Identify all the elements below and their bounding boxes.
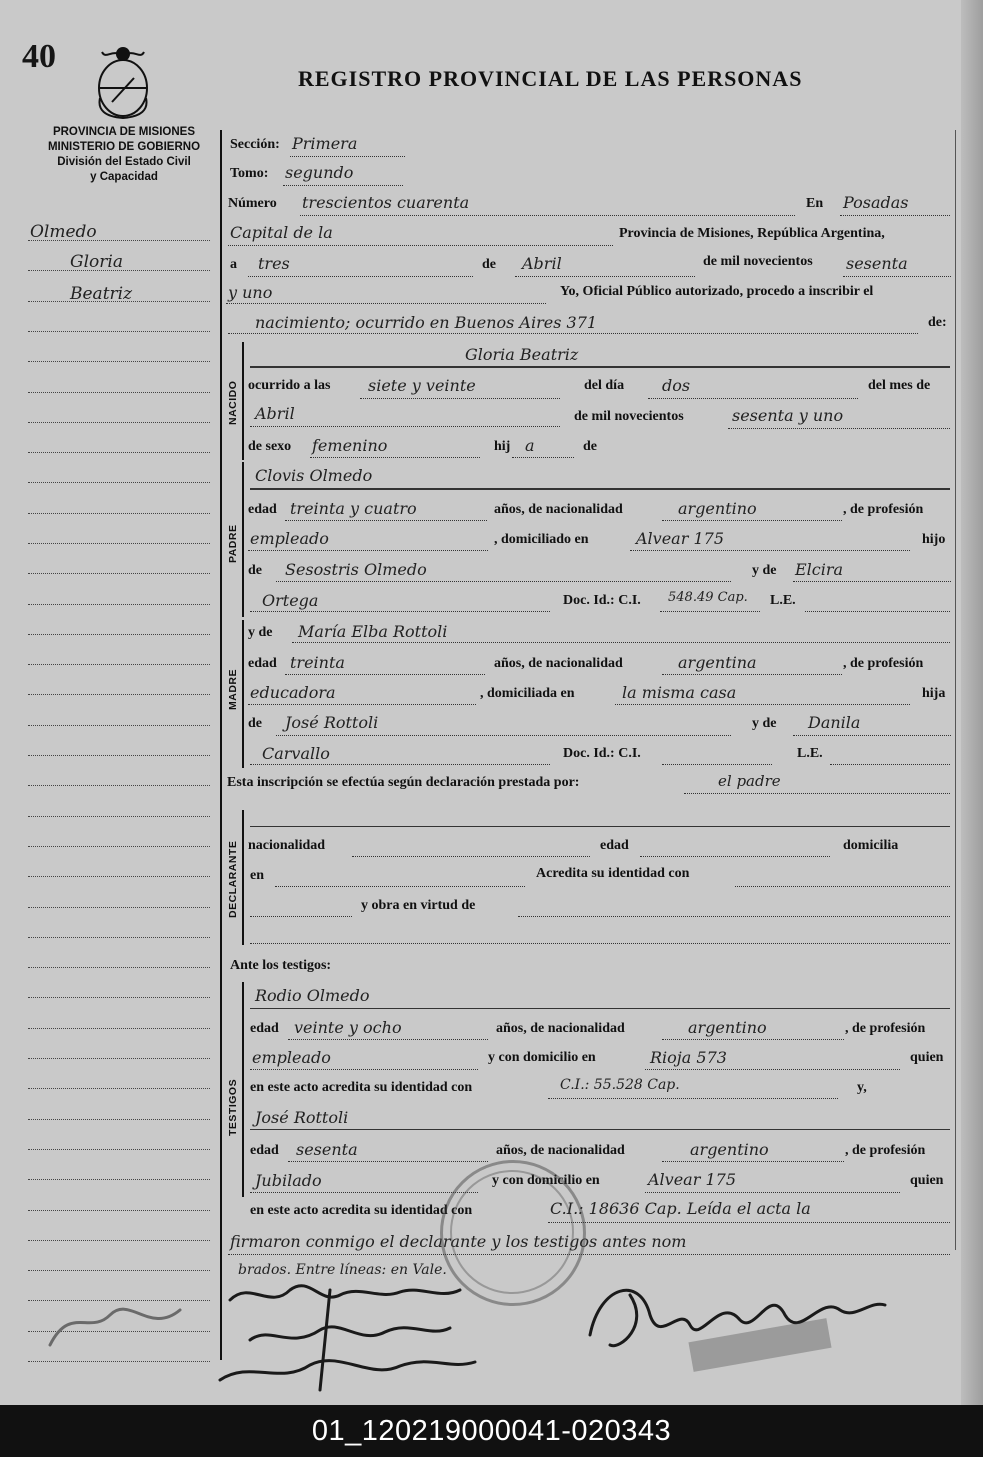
dotted-line	[645, 1192, 900, 1193]
testigo2-doc: C.I.: 18636 Cap. Leída el acta la	[550, 1199, 811, 1218]
margin-ruled-line	[28, 331, 210, 332]
declarante-edad-label: edad	[600, 838, 629, 853]
madre-nacionalidad: argentina	[678, 653, 757, 672]
argentina-coat-of-arms-icon	[92, 38, 154, 120]
margin-ruled-line	[28, 997, 210, 998]
madre-madre-de-2: Carvallo	[262, 744, 330, 763]
mes-value: Abril	[522, 254, 562, 273]
t1-prof-label: , de profesión	[845, 1021, 926, 1036]
margin-ruled-line	[28, 301, 210, 302]
t2-nac-label: años, de nacionalidad	[496, 1143, 625, 1158]
padre-nacionalidad: argentino	[678, 499, 757, 518]
t1-edad-label: edad	[250, 1021, 279, 1036]
declarante-nac-label: nacionalidad	[248, 838, 326, 853]
dotted-line	[292, 642, 950, 643]
padre-dom-label: , domiciliado en	[494, 532, 589, 547]
dotted-line	[248, 550, 488, 551]
dotted-line	[648, 398, 858, 399]
seccion-value: Primera	[292, 134, 358, 153]
provincia-label: Provincia de Misiones, República Argentina,	[619, 226, 885, 241]
dotted-line	[793, 581, 951, 582]
madre-padre-de: José Rottoli	[285, 713, 379, 732]
dotted-line	[662, 1161, 844, 1162]
padre-prof-label: , de profesión	[843, 502, 924, 517]
madre-edad-label: edad	[248, 656, 277, 671]
dotted-line	[662, 520, 842, 521]
margin-ruled-line	[28, 785, 210, 786]
t2-prof-label: , de profesión	[845, 1143, 926, 1158]
dotted-line	[250, 764, 550, 765]
dotted-line	[276, 735, 731, 736]
dotted-line	[290, 156, 405, 157]
ministry-line: PROVINCIA DE MISIONES	[52, 126, 196, 138]
dotted-line	[283, 185, 403, 186]
cierre-linea-1: firmaron conmigo el declarante y los testigos antes nom	[230, 1232, 687, 1251]
inscripcion-value: nacimiento; ocurrido en Buenos Aires 371	[255, 313, 598, 332]
nacido-dia: dos	[662, 376, 691, 395]
dotted-line	[662, 764, 772, 765]
dotted-line	[288, 1161, 488, 1162]
page-edge	[961, 0, 983, 1405]
dotted-line	[248, 704, 476, 705]
dotted-line	[285, 520, 487, 521]
madre-profesion: educadora	[250, 683, 336, 702]
padre-hijo-label: hijo	[922, 532, 946, 547]
nacido-side-label: NACIDO	[227, 380, 239, 425]
nacido-nombre: Gloria Beatriz	[465, 345, 579, 364]
anio-value-2: y uno	[228, 283, 273, 302]
nacido-bracket	[242, 342, 244, 460]
dotted-line	[250, 426, 560, 427]
testigo2-domicilio: Alvear 175	[648, 1170, 736, 1189]
margin-ruled-line	[28, 361, 210, 362]
dotted-line	[228, 333, 918, 334]
testigo2-nacionalidad: argentino	[690, 1140, 769, 1159]
dotted-line	[228, 245, 613, 246]
margin-ruled-line	[28, 270, 210, 271]
margin-ruled-line	[28, 1119, 210, 1120]
nacido-anio: sesenta y uno	[732, 406, 844, 425]
madre-prof-label: , de profesión	[843, 656, 924, 671]
dotted-line	[840, 215, 950, 216]
dotted-line	[515, 276, 695, 277]
t2-dom-label: y con domicilio en	[492, 1173, 600, 1188]
margin-ruled-line	[28, 573, 210, 574]
margin-second-name: Beatriz	[70, 284, 133, 304]
testigo1-doc: C.I.: 55.528 Cap.	[560, 1077, 680, 1093]
margin-ruled-line	[28, 846, 210, 847]
dotted-line	[276, 581, 731, 582]
dotted-line	[250, 1069, 478, 1070]
dotted-line	[684, 793, 950, 794]
padre-de-label: de	[248, 563, 262, 578]
padre-bracket	[242, 462, 244, 617]
madre-doc-label: Doc. Id.: C.I.	[563, 746, 641, 761]
margin-first-name: Gloria	[70, 252, 123, 272]
padre-nac-label: años, de nacionalidad	[494, 502, 623, 517]
padre-nombre: Clovis Olmedo	[255, 466, 373, 485]
numero-value: trescientos cuarenta	[302, 193, 470, 212]
margin-ruled-line	[28, 1028, 210, 1029]
dotted-line	[615, 704, 910, 705]
madre-nac-label: años, de nacionalidad	[494, 656, 623, 671]
margin-ruled-line	[28, 1149, 210, 1150]
t2-quien-label: quien	[910, 1173, 944, 1188]
dotted-line	[793, 735, 951, 736]
declarante-side-label: DECLARANTE	[227, 840, 239, 918]
madre-bracket	[242, 620, 244, 768]
document-title: REGISTRO PROVINCIAL DE LAS PERSONAS	[298, 66, 803, 91]
padre-profesion: empleado	[250, 529, 329, 548]
testigos-bracket	[242, 982, 244, 1197]
madre-hija-label: hija	[922, 686, 946, 701]
dotted-line	[660, 611, 760, 612]
dotted-line	[250, 366, 950, 368]
margin-ruled-line	[28, 876, 210, 877]
padre-doc-label: Doc. Id.: C.I.	[563, 593, 641, 608]
margin-ruled-line	[28, 604, 210, 605]
dotted-line	[250, 916, 352, 917]
padre-padre-de: Sesostris Olmedo	[285, 560, 427, 579]
t1-dom-label: y con domicilio en	[488, 1050, 596, 1065]
padre-y-de-label: y de	[752, 563, 777, 578]
cierre-linea-2: brados. Entre líneas: en Vale.	[238, 1262, 447, 1278]
ciudad-value: Posadas	[843, 193, 909, 212]
dotted-line	[662, 1039, 844, 1040]
del-dia-label: del día	[584, 378, 625, 393]
dotted-line	[548, 1098, 838, 1099]
margin-ruled-line	[28, 452, 210, 453]
dia-value: tres	[258, 254, 290, 273]
margin-ruled-line	[28, 937, 210, 938]
padre-doc: 548.49 Cap.	[668, 590, 748, 605]
declaracion-value: el padre	[718, 772, 781, 790]
madre-domicilio: la misma casa	[622, 683, 737, 702]
dotted-line	[645, 1069, 900, 1070]
padre-side-label: PADRE	[227, 524, 239, 563]
madre-dom-label: , domiciliada en	[480, 686, 575, 701]
hij-label: hij	[494, 439, 511, 454]
testigos-ante-label: Ante los testigos:	[230, 958, 332, 973]
madre-y-de-label: y de	[248, 625, 273, 640]
sexo-value: femenino	[312, 436, 388, 455]
dotted-line	[228, 1254, 950, 1255]
margin-ruled-line	[28, 1270, 210, 1271]
hij-suffix: a	[525, 436, 535, 455]
numero-label: Número	[228, 196, 277, 211]
margin-ruled-line	[28, 725, 210, 726]
dotted-line	[518, 916, 950, 917]
testigo1-profesion: empleado	[252, 1048, 331, 1067]
margin-ruled-line	[28, 967, 210, 968]
mil-label: de mil novecientos	[703, 254, 813, 269]
testigo2-nombre: José Rottoli	[255, 1108, 349, 1127]
margin-ruled-line	[28, 634, 210, 635]
margin-ruled-line	[28, 1210, 210, 1211]
padre-edad-label: edad	[248, 502, 277, 517]
capital-value: Capital de la	[230, 223, 333, 242]
dotted-line	[630, 550, 910, 551]
dotted-line	[226, 303, 546, 304]
tomo-label: Tomo:	[230, 166, 269, 181]
declaracion-label: Esta inscripción se efectúa según declaración prestada por:	[227, 775, 580, 790]
dotted-line	[250, 488, 950, 490]
de-colon-label: de:	[928, 315, 947, 330]
dotted-line	[830, 764, 950, 765]
dotted-line	[250, 1129, 950, 1130]
seccion-label: Sección:	[230, 137, 280, 152]
t1-nac-label: años, de nacionalidad	[496, 1021, 625, 1036]
nacido-mil-label: de mil novecientos	[574, 409, 684, 424]
sexo-label: de sexo	[248, 439, 292, 454]
testigo1-nacionalidad: argentino	[688, 1018, 767, 1037]
dotted-line	[735, 886, 950, 887]
madre-nombre: María Elba Rottoli	[298, 622, 448, 641]
dotted-line	[805, 611, 950, 612]
dotted-line	[352, 856, 590, 857]
en-label: En	[806, 196, 824, 211]
dotted-line	[300, 215, 795, 216]
padre-domicilio: Alvear 175	[636, 529, 724, 548]
padre-madre-de-1: Elcira	[795, 560, 844, 579]
dotted-line	[360, 398, 560, 399]
margin-ruled-line	[28, 907, 210, 908]
dotted-line	[250, 943, 950, 944]
testigo2-profesion: Jubilado	[255, 1171, 322, 1190]
declarante-acredita-label: Acredita su identidad con	[536, 866, 690, 881]
margin-ruled-line	[28, 422, 210, 423]
margin-ruled-line	[28, 543, 210, 544]
footer-file-code: 01_120219000041-020343	[311, 1415, 672, 1447]
margin-ruled-line	[28, 1179, 210, 1180]
testigo2-edad: sesenta	[296, 1140, 358, 1159]
t1-y-label: y,	[857, 1080, 867, 1095]
dotted-line	[662, 674, 842, 675]
t1-quien-label: quien	[910, 1050, 944, 1065]
margin-ruled-line	[28, 240, 210, 241]
ocurrido-label: ocurrido a las	[248, 378, 331, 393]
madre-y-de2-label: y de	[752, 716, 777, 731]
margin-ruled-line	[28, 513, 210, 514]
dotted-line	[275, 886, 525, 887]
margin-ruled-line	[28, 392, 210, 393]
margin-surname: Olmedo	[30, 222, 97, 242]
main-vertical-rule	[220, 130, 222, 1360]
madre-edad: treinta	[290, 653, 345, 672]
nacido-de-label: de	[583, 439, 597, 454]
padre-madre-de-2: Ortega	[262, 591, 319, 610]
dotted-line	[843, 276, 951, 277]
oficial-label: Yo, Oficial Público autorizado, procedo a inscribir el	[560, 284, 874, 299]
right-rule	[955, 130, 956, 1250]
dotted-line	[512, 457, 574, 458]
madre-le-label: L.E.	[797, 746, 823, 761]
margin-ruled-line	[28, 1088, 210, 1089]
dotted-line	[288, 1039, 488, 1040]
padre-le-label: L.E.	[770, 593, 796, 608]
declarante-en-label: en	[250, 868, 264, 883]
dotted-line	[250, 611, 550, 612]
t2-edad-label: edad	[250, 1143, 279, 1158]
ministry-line: MINISTERIO DE GOBIERNO	[47, 141, 201, 153]
margin-ruled-line	[28, 755, 210, 756]
ministry-block	[24, 125, 224, 185]
madre-side-label: MADRE	[227, 669, 239, 710]
margin-ruled-line	[28, 816, 210, 817]
testigo1-nombre: Rodio Olmedo	[255, 986, 370, 1005]
madre-de-label: de	[248, 716, 262, 731]
margin-ruled-line	[28, 1240, 210, 1241]
ministry-line: y Capacidad	[90, 171, 158, 183]
declarante-dom-label: domicilia	[843, 838, 899, 853]
de-label: de	[482, 257, 496, 272]
t2-acredita-label: en este acto acredita su identidad con	[250, 1203, 473, 1218]
padre-edad: treinta y cuatro	[290, 499, 417, 518]
margin-ruled-line	[28, 482, 210, 483]
margin-ruled-line	[28, 1058, 210, 1059]
testigos-side-label: TESTIGOS	[227, 1078, 239, 1136]
declarante-bracket	[242, 810, 244, 945]
anio-value-1: sesenta	[846, 254, 908, 273]
tomo-value: segundo	[285, 163, 354, 182]
dotted-line	[310, 457, 480, 458]
hora-value: siete y veinte	[368, 376, 476, 395]
a-label: a	[230, 257, 237, 272]
dotted-line	[548, 1222, 950, 1223]
del-mes-label: del mes de	[868, 378, 931, 393]
dotted-line	[285, 674, 485, 675]
dotted-line	[728, 428, 950, 429]
ministry-line: División del Estado Civil	[57, 156, 191, 168]
t1-acredita-label: en este acto acredita su identidad con	[250, 1080, 473, 1095]
witness-signatures	[210, 1270, 490, 1400]
margin-ruled-line	[28, 664, 210, 665]
faded-margin-signature	[40, 1285, 200, 1365]
dotted-line	[250, 826, 950, 827]
testigo1-domicilio: Rioja 573	[650, 1048, 727, 1067]
nacido-mes: Abril	[255, 404, 295, 423]
madre-madre-de-1: Danila	[808, 713, 861, 732]
dotted-line	[248, 276, 473, 277]
testigo1-edad: veinte y ocho	[294, 1018, 402, 1037]
declarante-virtud-label: y obra en virtud de	[361, 898, 476, 913]
dotted-line	[640, 856, 830, 857]
page-number: 40	[22, 38, 56, 75]
margin-ruled-line	[28, 694, 210, 695]
dotted-line	[250, 1008, 950, 1009]
dotted-line	[250, 1192, 478, 1193]
